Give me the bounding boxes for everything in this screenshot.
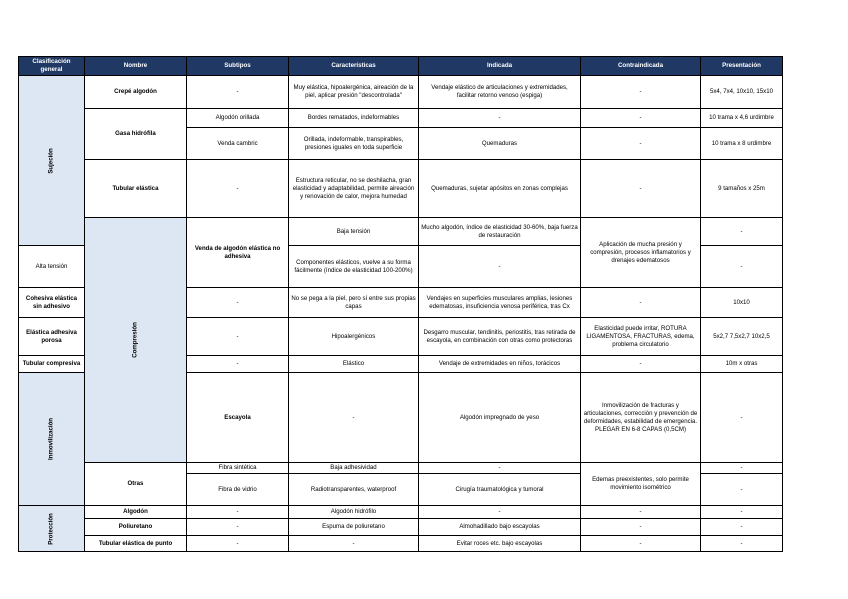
row-caracteristicas: Baja adhesividad xyxy=(289,463,419,474)
row-name: Poliuretano xyxy=(85,519,187,536)
row-contraindicada: - xyxy=(581,536,701,552)
header-subtipos: Subtipos xyxy=(187,57,289,76)
table-row xyxy=(19,218,783,246)
row-presentacion: 5x4, 7x4, 10x10, 15x10 xyxy=(701,76,783,109)
row-indicada: Vendaje elástico de articulaciones y extremidades, facilitar retorno venoso (espiga) xyxy=(419,76,581,109)
row-presentacion: - xyxy=(701,474,783,506)
table-row xyxy=(19,76,783,109)
row-contraindicada: Edemas preexistentes, solo permite movimiento isométrico xyxy=(581,463,701,506)
row-subtipo: - xyxy=(187,536,289,552)
header-nombre: Nombre xyxy=(85,57,187,76)
row-name: Algodón xyxy=(85,506,187,519)
row-caracteristicas: Mucho algodón, índice de elasticidad 30-60%, baja fuerza de restauración xyxy=(419,218,581,246)
row-presentacion: - xyxy=(701,246,783,288)
group-inmovilizacion: Inmovilización xyxy=(19,373,85,506)
row-caracteristicas: Componentes elásticos, vuelve a su forma fácilmente (índice de elasticidad 100-200%) xyxy=(289,246,419,288)
row-caracteristicas: Hipoalergénicos xyxy=(289,318,419,356)
row-contraindicada: - xyxy=(581,76,701,109)
table-row xyxy=(19,506,783,519)
row-subtipo: - xyxy=(187,288,289,318)
row-subtipo: Fibra sintética xyxy=(187,463,289,474)
row-presentacion: 10 trama x 8 urdimbre xyxy=(701,128,783,160)
row-name: Cohesiva elástica sin adhesivo xyxy=(19,288,85,318)
row-indicada: - xyxy=(419,463,581,474)
row-subtipo: - xyxy=(187,160,289,218)
row-contraindicada: - xyxy=(581,128,701,160)
row-presentacion: 10m x otras xyxy=(701,356,783,373)
header-row xyxy=(19,57,783,76)
row-contraindicada: - xyxy=(701,218,783,246)
row-caracteristicas: Elástico xyxy=(289,356,419,373)
row-name: Tubular compresiva xyxy=(19,356,85,373)
row-subtipo: - xyxy=(289,373,419,463)
row-name: Otras xyxy=(85,463,187,506)
row-contraindicada: - xyxy=(581,519,701,536)
row-presentacion: 5x2,7 7,5x2,7 10x2,5 xyxy=(701,318,783,356)
row-caracteristicas: Estructura reticular, no se deshilacha, gran elasticidad y adaptabilidad, permite aireación y renovación de calor, mejora humedad xyxy=(289,160,419,218)
row-caracteristicas: - xyxy=(289,536,419,552)
row-caracteristicas: No se pega a la piel, pero sí entre sus propias capas xyxy=(289,288,419,318)
row-contraindicada: Elasticidad puede irritar, ROTURA LIGAMENTOSA, FRACTURAS, edema, problema circulatorio xyxy=(581,318,701,356)
row-subtipo: - xyxy=(187,356,289,373)
row-subtipo: - xyxy=(187,506,289,519)
group-sujecion: Sujeción xyxy=(19,76,85,246)
row-contraindicada: - xyxy=(581,160,701,218)
row-subtipo: Venda cambric xyxy=(187,128,289,160)
row-subtipo: Fibra de vidrio xyxy=(187,474,289,506)
row-indicada: - xyxy=(419,506,581,519)
row-caracteristicas: Bordes rematados, indeformables xyxy=(289,109,419,128)
row-presentacion: 10x10 xyxy=(701,288,783,318)
row-indicada: Almohadillado bajo escayolas xyxy=(419,519,581,536)
header-contraindicada: Contraindicada xyxy=(581,57,701,76)
table-row xyxy=(19,109,783,128)
row-contraindicada: - xyxy=(581,506,701,519)
header-indicada: Indicada xyxy=(419,57,581,76)
row-indicada: Quemaduras, sujetar apósitos en zonas complejas xyxy=(419,160,581,218)
row-indicada: - xyxy=(419,109,581,128)
row-contraindicada: - xyxy=(701,373,783,463)
row-caracteristicas: Algodón hidrófilo xyxy=(289,506,419,519)
row-presentacion: 9 tamaños x 25m xyxy=(701,160,783,218)
row-subtipo: - xyxy=(187,76,289,109)
row-indicada: Desgarro muscular, tendinitis, periostitis, tras retirada de escayola, en combinación con otras como protectoras xyxy=(419,318,581,356)
row-caracteristicas: Muy elástica, hipoalergénica, aireación de la piel, aplicar presión "descontrolada" xyxy=(289,76,419,109)
row-presentacion: - xyxy=(701,506,783,519)
row-indicada: Cirugía traumatológica y tumoral xyxy=(419,474,581,506)
row-subtipo: - xyxy=(187,318,289,356)
row-presentacion: 10 trama x 4,6 urdimbre xyxy=(701,109,783,128)
row-indicada: Vendaje de extremidades en niños, torácicos xyxy=(419,356,581,373)
row-indicada: Evitar roces etc. bajo escayolas xyxy=(419,536,581,552)
table-row xyxy=(19,463,783,474)
row-indicada: Inmovilización de fracturas y articulaciones, corrección y prevención de deformidades, estabilidad de emergencia. PLEGAR EN 6-8 CAPAS (0,5CM) xyxy=(581,373,701,463)
table-row xyxy=(19,160,783,218)
row-name: Crepé algodón xyxy=(85,76,187,109)
row-presentacion: - xyxy=(701,519,783,536)
row-name: Tubular elástica de punto xyxy=(85,536,187,552)
header-caracteristicas: Características xyxy=(289,57,419,76)
row-subtipo: - xyxy=(187,519,289,536)
group-compresion: Compresión xyxy=(85,218,187,463)
table-row xyxy=(19,536,783,552)
row-caracteristicas: Espuma de poliuretano xyxy=(289,519,419,536)
row-name: Elástica adhesiva porosa xyxy=(19,318,85,356)
row-contraindicada: - xyxy=(419,246,581,288)
row-indicada: Vendajes en superficies musculares amplias, lesiones edematosas, insuficiencia venosa periférica, tras Cx xyxy=(419,288,581,318)
header-clasificacion: Clasificación general xyxy=(19,57,85,76)
row-subtipo: Algodón orillada xyxy=(187,109,289,128)
row-name: Escayola xyxy=(187,373,289,463)
row-contraindicada: - xyxy=(581,109,701,128)
row-subtipo: Baja tensión xyxy=(289,218,419,246)
row-caracteristicas: Radiotransparentes, waterproof xyxy=(289,474,419,506)
row-indicada: Quemaduras xyxy=(419,128,581,160)
row-presentacion: - xyxy=(701,536,783,552)
row-contraindicada: - xyxy=(581,288,701,318)
table-row xyxy=(19,519,783,536)
group-proteccion: Protección xyxy=(19,506,85,552)
row-indicada: Aplicación de mucha presión y compresión, procesos inflamatorios y drenajes edematosos xyxy=(581,218,701,288)
row-subtipo: Alta tensión xyxy=(19,246,85,288)
row-name: Venda de algodón elástica no adhesiva xyxy=(187,218,289,288)
row-name: Gasa hidrófila xyxy=(85,109,187,160)
bandage-classification-table xyxy=(18,56,783,552)
row-contraindicada: - xyxy=(581,356,701,373)
row-caracteristicas: Algodón impregnado de yeso xyxy=(419,373,581,463)
row-presentacion: - xyxy=(701,463,783,474)
header-presentacion: Presentación xyxy=(701,57,783,76)
row-name: Tubular elástica xyxy=(85,160,187,218)
row-caracteristicas: Orillada, indeformable, transpirables, presiones iguales en toda superficie xyxy=(289,128,419,160)
